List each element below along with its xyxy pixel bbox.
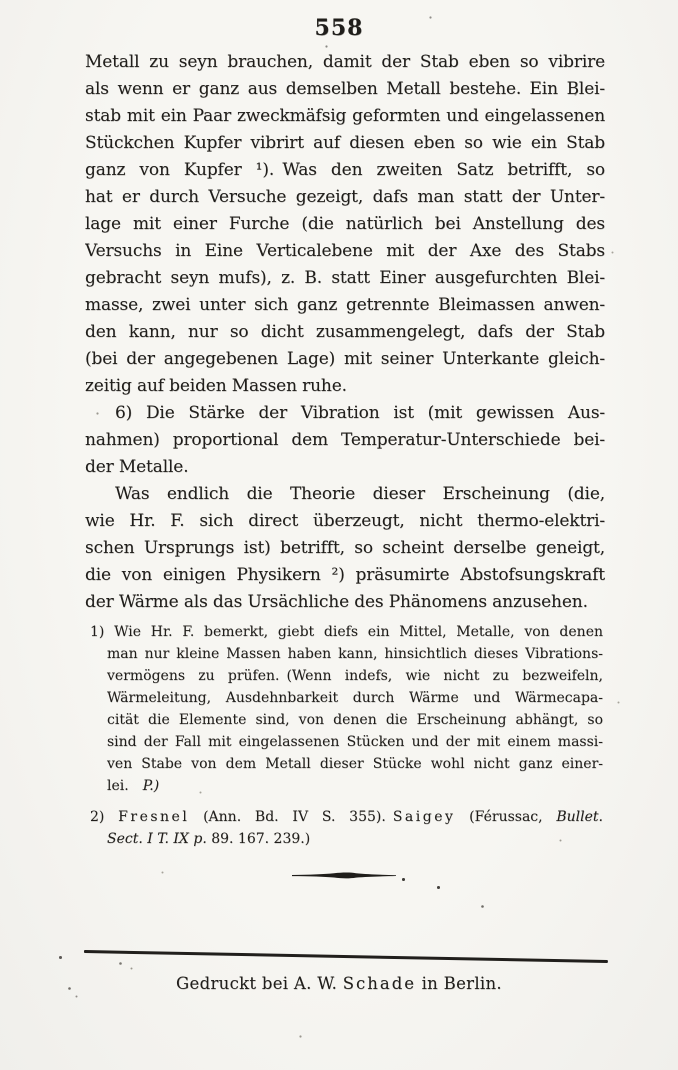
text-line xyxy=(90,643,603,665)
text-run: hat er durch Versuche gezeigt, dafs man statt der Unter- xyxy=(85,187,605,207)
text-run: man nur kleine Massen haben kann, hinsichtlich dieses Vibrations- xyxy=(107,646,603,662)
text-run: 89. 167. 239.) xyxy=(206,831,311,847)
text-line xyxy=(85,49,605,76)
footer-rule xyxy=(84,950,608,963)
text-run: ganz von Kupfer ¹). Was den zweiten Satz betrifft, so xyxy=(85,160,605,180)
italic-text: Sect. I T. IX p. xyxy=(107,831,207,847)
text-run: nahmen) proportional dem Temperatur-Unterschiede bei- xyxy=(85,430,605,450)
text-line xyxy=(90,665,603,687)
footnotes xyxy=(90,621,603,850)
text-run: lage mit einer Furche (die natürlich bei Anstellung des xyxy=(85,214,605,234)
text-run: den kann, nur so dicht zusammengelegt, dafs der Stab xyxy=(85,322,605,342)
text-line xyxy=(85,400,605,427)
text-line xyxy=(85,130,605,157)
text-run: ven Stabe von dem Metall dieser Stücke wohl nicht ganz einer- xyxy=(107,756,603,772)
text-line xyxy=(85,265,605,292)
text-run: der Metalle. xyxy=(85,457,189,477)
spaced-name: Fresnel xyxy=(118,809,190,825)
text-line xyxy=(85,589,605,616)
text-run: Stückchen Kupfer vibrirt auf diesen eben so wie ein Stab xyxy=(85,133,605,153)
footnote xyxy=(90,621,603,797)
text-line xyxy=(90,806,603,828)
text-line xyxy=(85,562,605,589)
text-run: lei. xyxy=(107,778,143,794)
page-number: 558 xyxy=(314,15,364,41)
text-line xyxy=(90,775,603,797)
text-run: als wenn er ganz aus demselben Metall bestehe. Ein Blei- xyxy=(85,79,605,99)
text-line xyxy=(85,76,605,103)
text-line xyxy=(90,621,603,643)
text-line xyxy=(85,211,605,238)
text-line xyxy=(90,828,603,850)
printer-imprint xyxy=(0,974,678,993)
text-run: (bei der angegebenen Lage) mit seiner Unterkante gleich- xyxy=(85,349,605,369)
main-text xyxy=(85,49,605,616)
text-line xyxy=(85,373,605,400)
text-run: schen Ursprungs ist) betrifft, so scheint derselbe geneigt, xyxy=(85,538,605,558)
spaced-name: Saigey xyxy=(392,809,456,825)
text-line xyxy=(85,319,605,346)
text-run: sind der Fall mit eingelassenen Stücken und der mit einem massi- xyxy=(107,734,603,750)
text-line xyxy=(90,709,603,731)
divider-shape xyxy=(292,872,396,878)
text-run: 6) Die Stärke der Vibration ist (mit gewissen Aus- xyxy=(115,403,605,423)
text-run: Was endlich die Theorie dieser Erscheinung (die, xyxy=(115,484,605,504)
text-run: wie Hr. F. sich direct überzeugt, nicht thermo-elektri- xyxy=(85,511,605,531)
text-run: masse, zwei unter sich ganz getrennte Bleimassen anwen- xyxy=(85,295,605,315)
imprint-text-pre: Gedruckt bei A. W. xyxy=(176,974,343,993)
italic-text: Bullet. xyxy=(556,809,603,825)
text-run: stab mit ein Paar zweckmäfsig geformten und eingelassenen xyxy=(85,106,605,126)
text-run: zeitig auf beiden Massen ruhe. xyxy=(85,376,347,396)
text-run: Versuchs in Eine Verticalebene mit der Axe des Stabs xyxy=(85,241,605,261)
text-run: der Wärme als das Ursächliche des Phänomens anzusehen. xyxy=(85,592,588,612)
text-run: (Férussac, xyxy=(455,809,557,825)
text-line xyxy=(85,481,605,508)
text-line xyxy=(85,103,605,130)
text-line xyxy=(85,427,605,454)
text-line xyxy=(85,238,605,265)
footnote xyxy=(90,806,603,850)
text-run: vermögens zu prüfen. (Wenn indefs, wie nicht zu bezweifeln, xyxy=(107,668,603,684)
text-line xyxy=(85,157,605,184)
text-line xyxy=(85,535,605,562)
text-run: 2) xyxy=(90,809,119,825)
text-line xyxy=(90,731,603,753)
text-line xyxy=(85,346,605,373)
text-run: Wärmeleitung, Ausdehnbarkeit durch Wärme und Wärmecapa- xyxy=(107,690,603,706)
italic-text: P.) xyxy=(142,778,160,794)
text-run: Metall zu seyn brauchen, damit der Stab eben so vibrire xyxy=(85,52,605,72)
imprint-text-post: in Berlin. xyxy=(416,974,502,993)
text-line xyxy=(90,753,603,775)
text-line xyxy=(85,508,605,535)
text-run: (Ann. Bd. IV S. 355). xyxy=(189,809,393,825)
text-line xyxy=(85,454,605,481)
text-run: 1) Wie Hr. F. bemerkt, giebt diefs ein Mittel, Metalle, von denen xyxy=(90,624,603,640)
scan-speckles xyxy=(0,0,1,1)
text-line xyxy=(85,184,605,211)
text-run: gebracht seyn mufs), z. B. statt Einer ausgefurchten Blei- xyxy=(85,268,605,288)
text-run: cität die Elemente sind, von denen die Erscheinung abhängt, so xyxy=(107,712,603,728)
text-line xyxy=(85,292,605,319)
imprint-printer-name: Schade xyxy=(342,974,417,993)
section-divider-ornament xyxy=(292,870,396,882)
text-line xyxy=(90,687,603,709)
text-run: die von einigen Physikern ²) präsumirte Abstofsungskraft xyxy=(85,565,605,585)
